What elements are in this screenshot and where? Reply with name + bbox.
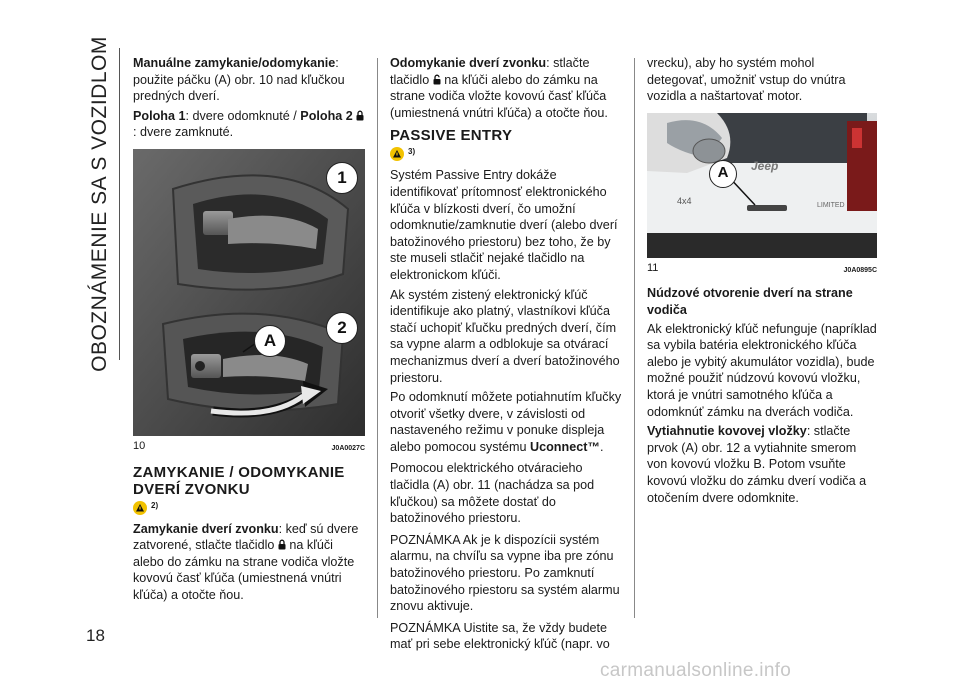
paragraph-passive-entry-valid: Ak systém zistený elektronický kľúč identifikuje ako platný, vlastníkovi kľúča stačí uchopiť kľučku predných dverí, čím sa vypne alarm a odblokuje sa otvárací mechanizmus dverí a dverí batožinového priestoru.: [390, 287, 620, 385]
figure-10-door-handle: [133, 149, 365, 436]
paragraph-manual-locking: Manuálne zamykanie/odomykanie: použite páčku (A) obr. 10 nad kľučkou predných dverí.: [133, 56, 345, 104]
paragraph-positions: Poloha 1: dvere odomknuté / Poloha 2 : dvere zamknuté.: [133, 108, 365, 141]
callout-a: A: [254, 325, 286, 357]
figure-11-tailgate: [647, 113, 877, 258]
paragraph-note-alarm: POZNÁMKA Ak je k dispozícii systém alarmu, na chvíľu sa vypne iba pre zónu batožinového priestoru. Po zamknutí batožinového rpiestoru sa systém alarmu znovu aktivuje.: [390, 532, 620, 614]
paragraph-external-locking: Zamykanie dverí zvonku: keď sú dvere zatvorené, stlačte tlačidlo na kľúči alebo do zámku na strane vodiča vložte kovovú časť kľúča (umiestnená vnútri kľúča) a otočte ňou.: [133, 521, 359, 602]
unlock-icon: [433, 74, 441, 85]
figure-10-caption: 10 J0A0027C: [133, 439, 365, 452]
paragraph-metal-insert: Vytiahnutie kovovej vložky: stlačte prvok (A) obr. 12 a vytiahnite smerom von kovovú vložku B. Potom vsuňte kovovú vložku do zámku dverí vodiča a otočením dvere odomknite.: [647, 424, 867, 505]
door-handle-illustration: [133, 149, 365, 436]
warning-reference: 2): [133, 501, 365, 519]
paragraph-tailgate: Pomocou elektrického otváracieho tlačidla (A) obr. 11 (nachádza sa pod kľučkou) sa môžete dostať do batožinového priestoru.: [390, 461, 595, 526]
lock-icon: [278, 539, 286, 550]
page-number: 18: [86, 626, 105, 645]
paragraph-emergency-key: Ak elektronický kľúč nefunguje (napríklad sa vybila batéria elektronického kľúča alebo je vybitý akumulátor vozidla), bude možné použiť núdzovú kovovú vložku, ktorá je vnútri samotného kľúča a odomknúť zámku na dverách vodiča.: [647, 321, 877, 419]
column-2: [390, 55, 625, 656]
paragraph-passive-entry-intro: Systém Passive Entry dokáže identifikovať prítomnosť elektronického kľúča v blízkosti dverí, čo umožní odomknutie/zamknutie dverí (alebo dverí batožinového priestoru) bez toho, že by ste museli stlačiť nejaké tlačidlo na elektronickom kľúči.: [390, 168, 618, 282]
paragraph-continued: vrecku), aby ho systém mohol detegovať, umožniť vstup do vnútra vozidla a naštartovať motor.: [647, 56, 846, 104]
paragraph-external-unlocking: Odomykanie dverí zvonku: stlačte tlačidlo na kľúči alebo do zámku na strane vodiča vložte kovovú časť kľúča (umiestnená vnútri kľúča) a otočte ňou.: [390, 56, 608, 120]
watermark: carmanualsonline.info: [600, 660, 792, 681]
side-chapter-title: OBOZNÁMENIE SA S VOZIDLOM: [88, 36, 111, 372]
jeep-badge: Jeep: [751, 158, 779, 173]
lock-icon: [356, 110, 364, 121]
tailgate-illustration: [647, 113, 877, 258]
column-divider: [377, 58, 378, 618]
column-3: [647, 55, 877, 509]
figure-11-caption: 11 J0A0895C: [647, 261, 877, 274]
side-rule: [119, 48, 120, 360]
warning-icon: [390, 147, 404, 161]
warning-reference: 3): [390, 147, 625, 165]
heading-external-locking: ZAMYKANIE / ODOMYKANIE DVERÍ ZVONKU: [133, 463, 345, 498]
column-1: [133, 55, 365, 607]
column-divider: [634, 58, 635, 618]
trim-badge: 4x4: [677, 195, 692, 206]
paragraph-passive-entry-unlock: Po odomknutí môžete potiahnutím kľučky otvoriť všetky dvere, v závislosti od nastaveného režimu v ponuke displeja alebo pomocou systému Uconnect™.: [390, 390, 622, 454]
heading-emergency-opening: Núdzové otvorenie dverí na strane vodiča: [647, 286, 853, 317]
heading-passive-entry: PASSIVE ENTRY: [390, 127, 513, 145]
paragraph-note-key: POZNÁMKA Uistite sa, že vždy budete mať pri sebe elektronický kľúč (napr. vo: [390, 620, 610, 652]
model-badge: LIMITED: [817, 201, 845, 209]
callout-a: A: [709, 160, 737, 188]
callout-2: 2: [326, 312, 358, 344]
callout-1: 1: [326, 162, 358, 194]
warning-icon: [133, 501, 147, 515]
